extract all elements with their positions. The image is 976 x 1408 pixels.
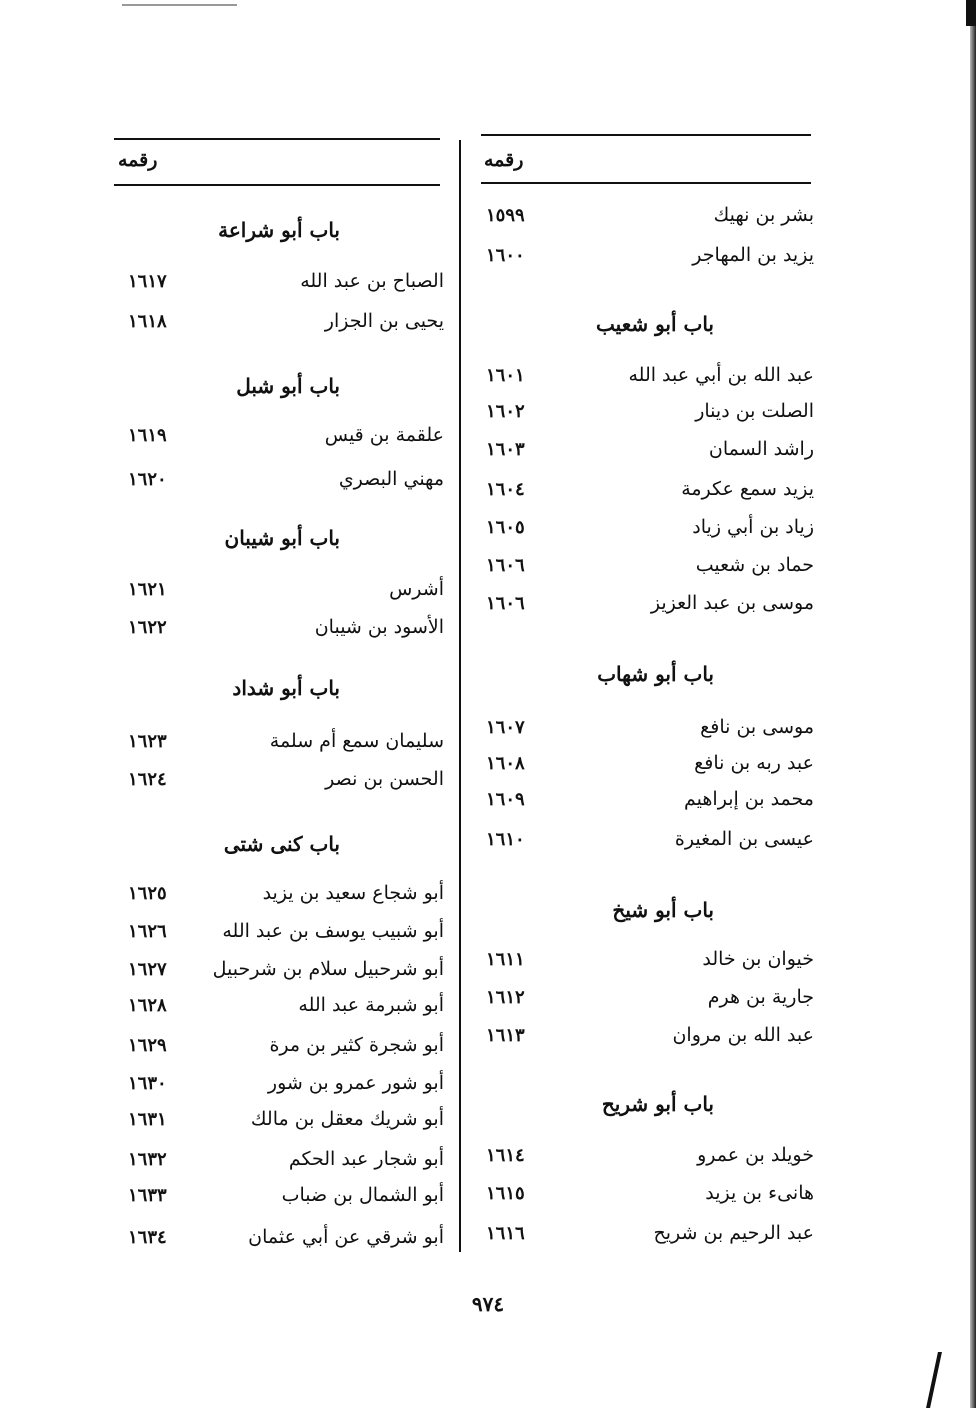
index-entry [484,199,814,233]
entry-name: الصباح بن عبد الله [300,270,444,292]
entry-number: ١٦١٥ [486,1183,525,1204]
entry-number: ١٦٢٩ [128,1035,167,1056]
chapter-heading: باب كنى شتى [223,832,340,856]
index-entry [126,1143,444,1177]
entry-number: ١٦٢٦ [128,921,167,942]
index-entry [126,305,444,339]
entry-number: ١٦٢٠ [128,469,167,490]
entry-name: بشر بن نهيك [713,204,814,226]
entry-number: ١٦٣١ [128,1109,167,1130]
entry-name: حماد بن شعيب [695,554,814,576]
index-entry [484,823,814,857]
top-rule [122,4,237,6]
entry-name: محمد بن إبراهيم [684,788,814,810]
chapter-heading: باب أبو شيبان [224,526,340,550]
entry-name: عيسى بن المغيرة [674,828,814,850]
index-entry [484,981,814,1015]
entry-number: ١٦١٩ [128,425,167,446]
index-entry [126,611,444,645]
entry-number: ١٦٢١ [128,579,167,600]
entry-name: أبو شرقي عن أبي عثمان [248,1226,444,1248]
index-entry [126,1221,444,1255]
entry-number: ١٦٠٩ [486,789,525,810]
entry-name: خويلد بن عمرو [697,1144,814,1166]
index-entry [484,587,814,621]
entry-name: سليمان سمع أم سلمة [269,730,444,752]
index-entry [484,239,814,273]
entry-name: الحسن بن نصر [325,768,444,790]
index-entry [126,1029,444,1063]
entry-number: ١٦١٦ [486,1223,525,1244]
entry-number: ١٦٠٦ [486,593,525,614]
entry-name: أبو شبيب يوسف بن عبد الله [222,920,444,942]
entry-name: أبو شجاع سعيد بن يزيد [262,882,444,904]
index-entry [484,511,814,545]
entry-number: ١٦٣٢ [128,1149,167,1170]
entry-number: ١٦٣٠ [128,1073,167,1094]
entry-name: عبد الله بن مروان [672,1024,814,1046]
entry-number: ١٦١٣ [486,1025,525,1046]
entry-number: ١٦٢٢ [128,617,167,638]
index-entry [126,763,444,797]
index-entry [484,711,814,745]
entry-number: ١٦٢٤ [128,769,167,790]
entry-name: راشد السمان [708,438,814,460]
page-number: ٩٧٤ [471,1292,505,1316]
entry-number: ١٦٠٥ [486,517,525,538]
index-entry [484,359,814,393]
entry-name: موسى بن نافع [700,716,814,738]
entry-name: علقمة بن قيس [324,424,444,446]
left-column-top-rule [114,138,440,140]
index-entry [484,395,814,429]
index-entry [484,549,814,583]
index-entry [126,419,444,453]
entry-number: ١٦١٧ [128,271,167,292]
entry-number: ١٦١٠ [486,829,525,850]
entry-name: الصلت بن دينار [695,400,814,422]
index-entry [126,877,444,911]
entry-number: ١٦٢٥ [128,883,167,904]
entry-number: ١٦٢٨ [128,995,167,1016]
chapter-heading: باب أبو شريح [601,1092,714,1116]
index-entry [126,915,444,949]
entry-number: ١٦٠٤ [486,479,525,500]
entry-number: ١٦٠٦ [486,555,525,576]
index-entry [126,953,444,987]
entry-name: هانىء بن يزيد [705,1182,814,1204]
margin-stroke [926,1352,942,1408]
index-entry [484,1217,814,1251]
entry-name: يحيى بن الجزار [324,310,444,332]
chapter-heading: باب أبو شهاب [597,662,714,686]
entry-name: أبو شور عمرو بن شور [267,1072,444,1094]
entry-number: ١٦٢٧ [128,959,167,980]
entry-number: ١٦٣٣ [128,1185,167,1206]
entry-name: أبو شجرة كثير بن مرة [269,1034,444,1056]
entry-name: عبد الله بن أبي عبد الله [628,364,814,386]
entry-number: ١٦٠٣ [486,439,525,460]
index-entry [126,1103,444,1137]
left-column-header-rule [114,184,440,186]
column-divider [459,140,461,1252]
index-entry [126,463,444,497]
entry-name: عبد ربه بن نافع [694,752,814,774]
index-entry [126,1067,444,1101]
entry-number: ١٦٠١ [486,365,525,386]
index-entry [126,989,444,1023]
right-column-top-rule [481,134,811,136]
right-column-header: رقمه [484,149,524,171]
entry-number: ١٦٠٧ [486,717,525,738]
index-entry [484,783,814,817]
entry-name: يزيد بن المهاجر [692,244,814,266]
chapter-heading: باب أبو شبل [236,374,340,398]
chapter-heading: باب أبو شداد [232,676,340,700]
chapter-heading: باب أبو شراعة [218,218,340,242]
entry-name: أشرس [389,578,444,600]
entry-number: ١٥٩٩ [486,205,525,226]
entry-name: أبو شبرمة عبد الله [298,994,444,1016]
entry-name: أبو شجار عبد الحكم [288,1148,444,1170]
entry-number: ١٦١١ [486,949,525,970]
entry-number: ١٦٠٨ [486,753,525,774]
index-entry [126,1179,444,1213]
entry-name: جارية بن هرم [707,986,814,1008]
entry-number: ١٦٠٠ [486,245,525,266]
entry-name: أبو شريك معقل بن مالك [250,1108,444,1130]
index-entry [484,1139,814,1173]
index-entry [126,573,444,607]
edge-mark [966,0,976,26]
index-entry [484,943,814,977]
entry-number: ١٦٣٤ [128,1227,167,1248]
entry-name: خيوان بن خالد [702,948,814,970]
index-entry [484,747,814,781]
entry-name: موسى بن عبد العزيز [650,592,814,614]
chapter-heading: باب أبو شيخ [612,898,714,922]
entry-number: ١٦١٤ [486,1145,525,1166]
entry-name: مهني البصري [338,468,444,490]
entry-number: ١٦٠٢ [486,401,525,422]
right-column-header-rule [481,182,811,184]
entry-number: ١٦١٢ [486,987,525,1008]
entry-name: أبو الشمال بن ضباب [281,1184,444,1206]
index-entry [484,1019,814,1053]
chapter-heading: باب أبو شعيب [596,312,714,336]
index-entry [484,473,814,507]
index-entry [126,725,444,759]
index-entry [126,265,444,299]
left-column-header: رقمه [118,149,158,171]
page-edge [970,0,976,1408]
entry-name: زياد بن أبي زياد [692,516,814,538]
index-entry [484,433,814,467]
entry-number: ١٦١٨ [128,311,167,332]
entry-name: الأسود بن شيبان [314,616,444,638]
entry-number: ١٦٢٣ [128,731,167,752]
entry-name: أبو شرحبيل سلام بن شرحبيل [212,958,444,980]
index-entry [484,1177,814,1211]
entry-name: يزيد سمع عكرمة [681,478,814,500]
entry-name: عبد الرحيم بن شريح [653,1222,814,1244]
